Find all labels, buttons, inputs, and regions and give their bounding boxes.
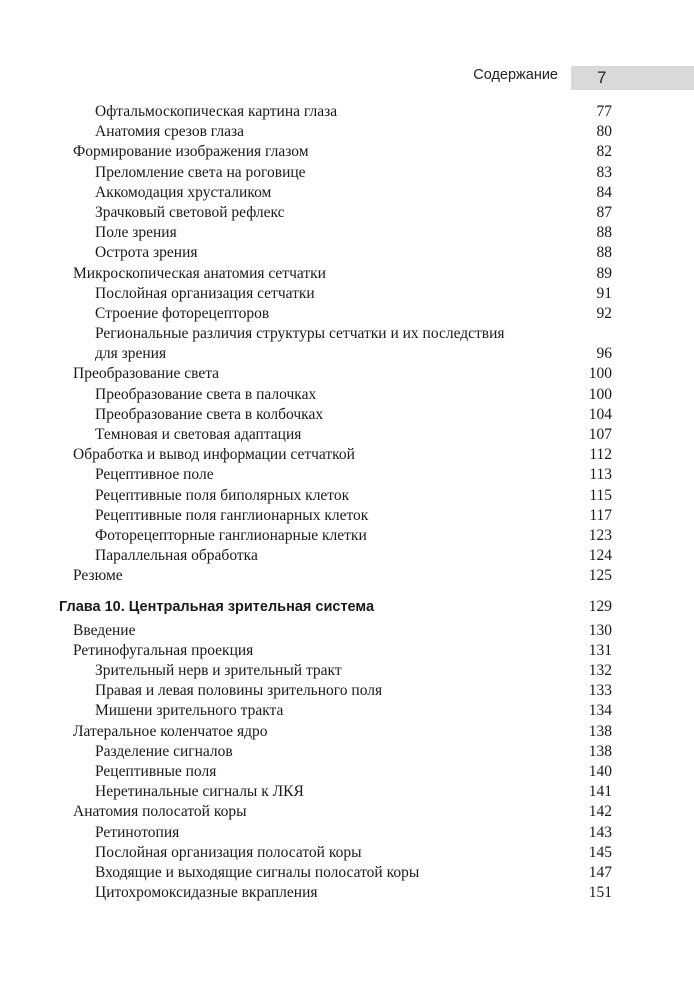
toc-entry-title: Латеральное коленчатое ядро [73,722,268,740]
toc-entry-page: 117 [589,506,612,524]
toc-entry [0,762,694,782]
toc-entry [0,782,694,802]
toc-chapter-entry [0,597,694,617]
toc-entry-title: Зрительный нерв и зрительный тракт [95,662,342,680]
toc-entry-title: Цитохромоксидазные вкрапления [95,884,318,902]
toc-entry-title: Острота зрения [95,244,198,262]
toc-entry-page: 143 [588,823,612,841]
toc-entry-title: Входящие и выходящие сигналы полосатой коры [95,863,420,881]
toc-entry-title: Темновая и световая адаптация [95,426,302,443]
toc-entry-page: 141 [588,783,612,801]
toc-entry [0,883,694,903]
toc-entry [0,722,694,742]
toc-entry-title: Формирование изображения глазом [73,143,309,161]
toc-entry-title: Рецептивное поле [95,466,214,484]
toc-entry-title: Офтальмоскопическая картина глаза [95,103,338,120]
toc-entry-title: Преломление света на роговице [95,163,306,181]
toc-entry-page: 151 [588,884,612,902]
toc-entry-title: для зрения [95,345,167,363]
toc-entry [0,203,694,223]
toc-entry [0,163,694,183]
toc-entry-page: 140 [588,763,612,780]
toc-entry-title: Послойная организация сетчатки [95,284,315,302]
toc-entry-page: 91 [596,284,612,302]
toc-entry-page: 130 [588,621,612,639]
toc-entry [0,566,694,586]
toc-entry-title: Аккомодация хрусталиком [95,183,272,201]
toc-entry-page: 142 [588,803,612,821]
toc-entry-title: Рецептивные поля ганглионарных клеток [95,506,369,524]
toc-entry-page: 77 [596,103,612,120]
toc-entry-page: 104 [588,405,612,423]
toc-entry-page: 107 [588,426,612,443]
toc-entry-page: 123 [588,526,612,544]
toc-entry-page: 138 [588,722,612,740]
toc-entry-title: Рецептивные поля [95,763,217,780]
toc-entry-page: 133 [588,682,612,700]
toc-entry-page: 112 [589,446,612,464]
toc-entry-title: Мишени зрительного тракта [95,702,284,720]
table-of-contents [0,102,694,903]
toc-entry-page: 87 [596,203,612,221]
toc-entry [0,183,694,203]
toc-entry-title: Преобразование света [73,365,220,383]
toc-entry-title: Введение [73,621,136,639]
toc-entry-title: Неретинальные сигналы к ЛКЯ [95,783,304,801]
toc-entry [0,621,694,641]
toc-entry [0,546,694,566]
toc-entry-title: Преобразование света в колбочках [95,405,324,423]
toc-entry [0,701,694,721]
toc-entry-title: Послойная организация полосатой коры [95,843,362,861]
toc-entry-title: Анатомия срезов глаза [95,123,244,141]
toc-entry [0,304,694,324]
toc-entry [0,102,694,122]
toc-entry-page: 88 [596,244,612,262]
toc-entry-title: Резюме [73,567,123,585]
toc-entry-title: Глава 10. Центральная зрительная система [59,598,375,615]
toc-entry [0,405,694,425]
toc-entry [0,486,694,506]
toc-entry-title: Рецептивные поля биполярных клеток [95,486,350,504]
toc-entry-title: Строение фоторецепторов [95,304,270,322]
toc-entry-title: Зрачковый световой рефлекс [95,203,285,221]
toc-entry-page: 138 [588,742,612,760]
toc-entry [0,284,694,304]
toc-entry-page: 88 [596,224,612,242]
toc-entry [0,243,694,263]
toc-entry-page: 113 [589,466,612,484]
toc-entry-page: 134 [588,702,612,720]
toc-entry [0,264,694,284]
toc-entry [0,802,694,822]
toc-entry-page: 124 [588,547,612,565]
toc-entry [0,142,694,162]
toc-entry [0,364,694,384]
toc-entry [0,823,694,843]
toc-entry [0,681,694,701]
toc-entry [0,425,694,445]
toc-entry [0,843,694,863]
toc-entry-page: 92 [596,304,612,322]
toc-entry-page: 84 [596,183,612,201]
toc-entry [0,344,694,364]
toc-entry [0,526,694,546]
toc-entry-title: Фоторецепторные ганглионарные клетки [95,526,367,544]
toc-entry-title: Региональные различия структуры сетчатки и их последствия [95,325,505,343]
running-header-title: Содержание [473,67,558,83]
toc-entry-page: 82 [596,143,612,161]
toc-entry-title: Разделение сигналов [95,742,233,760]
toc-entry-page: 80 [596,123,612,141]
toc-entry [0,641,694,661]
toc-entry-page: 83 [596,163,612,181]
toc-entry-page: 125 [588,567,612,585]
toc-entry-page: 129 [588,597,612,615]
toc-entry-page: 89 [596,264,612,282]
toc-entry [0,324,694,344]
toc-entry-title: Параллельная обработка [95,547,258,565]
toc-entry-page: 147 [588,863,612,881]
toc-entry-page: 132 [588,662,612,680]
toc-entry-title: Анатомия полосатой коры [73,803,247,821]
toc-entry-title: Ретинотопия [95,823,180,841]
toc-entry-title: Ретинофугальная проекция [73,641,254,659]
toc-entry-page: 115 [589,486,612,504]
toc-entry [0,223,694,243]
toc-entry [0,661,694,681]
toc-entry-page: 145 [588,843,612,861]
page-number-bar [571,66,694,90]
toc-entry [0,742,694,762]
toc-entry-page: 100 [588,385,612,403]
toc-entry-title: Поле зрения [95,224,177,242]
running-header [0,66,694,90]
toc-entry-title: Преобразование света в палочках [95,385,317,403]
toc-entry [0,506,694,526]
toc-entry-title: Микроскопическая анатомия сетчатки [73,264,326,282]
toc-entry [0,385,694,405]
toc-entry-page: 96 [596,345,612,363]
toc-entry [0,445,694,465]
toc-entry-page: 131 [588,641,612,659]
toc-entry-title: Правая и левая половины зрительного поля [95,682,383,700]
toc-entry-page: 100 [588,365,612,383]
toc-entry [0,465,694,485]
page-number: 7 [597,68,607,87]
toc-entry [0,863,694,883]
toc-entry-title: Обработка и вывод информации сетчаткой [73,446,355,464]
toc-entry [0,122,694,142]
